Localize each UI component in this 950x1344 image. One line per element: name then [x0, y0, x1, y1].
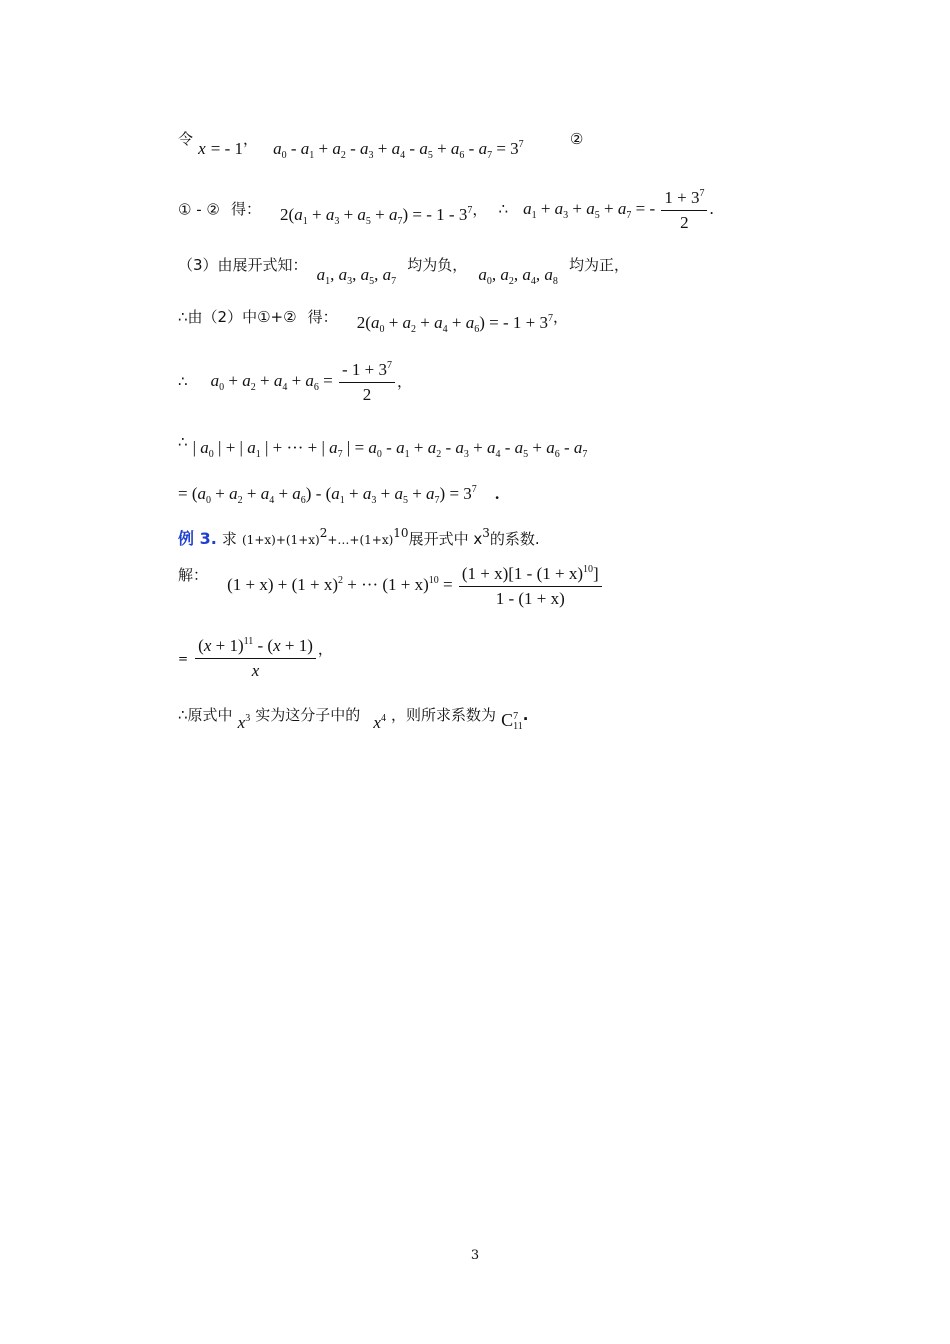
conclusion-line	[178, 704, 529, 732]
even-coeffs: $a_0$, $a_2$, $a_4$, $a_8$	[478, 265, 558, 287]
exp-10: 10	[393, 526, 409, 540]
simplified-line	[178, 636, 333, 681]
exp-2: 2	[319, 526, 328, 540]
conclusion-mid: 实为这分子中的	[255, 706, 361, 724]
negative-label: 均为负，	[407, 256, 468, 274]
sep: ，	[317, 640, 333, 659]
series-sum: $(1 + x) + (1 + x)^2$ + ··· $(1 + x)^{10}$ = $\frac{(1 + x)[1 - (1 + x)^{10}]}{1 - (1 + x)}$	[227, 575, 604, 594]
x-fourth: $x^4$	[373, 713, 386, 732]
period: .	[495, 484, 500, 503]
x-cubed: $x^3$	[237, 713, 251, 732]
part3-label: （3）由展开式知：	[178, 256, 308, 274]
therefore: ∴	[178, 433, 188, 451]
abs-sum-result: = $(a_0 + a_2 + a_4 + a_6) - (a_1 + a_3 + a_5 + a_7) = 3^7$	[178, 484, 477, 506]
expr-part1: (1+x)+(1+x)	[242, 533, 320, 547]
line-sign-analysis	[178, 254, 629, 287]
simplified-fraction: $\frac{(x + 1)^{11} - (x + 1)}{x}$	[193, 647, 318, 666]
example-3	[178, 526, 540, 549]
binomial-coefficient: C 7 11	[501, 710, 523, 732]
de-label: 得：	[230, 200, 261, 219]
exp-3: 3	[482, 526, 490, 540]
conclusion-prefix: ∴原式中	[178, 706, 233, 724]
odd-sum-result: $a_1 + a_3 + a_5 + a_7$ = - $\frac{1 + 3^7}{2}$ .	[523, 188, 714, 232]
de-label: 得：	[307, 308, 338, 326]
even-sum-equation: $2(a_0 + a_2 + a_4 + a_6)$ = - $1 + 3^7$	[356, 313, 553, 335]
sep: ，	[243, 130, 259, 148]
circle-two-marker: ②	[569, 130, 584, 148]
period: .	[522, 706, 529, 724]
equals-prefix: =	[178, 651, 189, 666]
line-even-result	[178, 360, 412, 405]
question-end: 的系数.	[489, 530, 540, 548]
therefore: ∴	[178, 372, 188, 391]
sep: ，	[472, 200, 488, 219]
line-abs-sum	[178, 432, 588, 460]
x-value: = - 1	[210, 139, 243, 158]
line-abs-result	[178, 484, 499, 504]
question-tail: 展开式中 x	[408, 530, 483, 548]
solution-line	[178, 564, 604, 609]
line-subtract	[178, 188, 714, 233]
line1-prefix: 令	[178, 130, 194, 148]
sep: ，	[552, 308, 568, 326]
line4-prefix: ∴由（2）中①+②	[178, 308, 297, 326]
abs-sum-expression: | $a_0$ | + | $a_1$ | + ··· + | $a_7$ | = $a_0 - a_1 + a_2 - a_3 + a_4 - a_5 + a_6 - a_7$	[192, 438, 588, 460]
odd-coeffs: $a_1$, $a_3$, $a_5$, $a_7$	[316, 265, 397, 287]
sep: ，	[397, 372, 413, 391]
line-substitute-x	[178, 128, 584, 161]
positive-label: 均为正，	[568, 256, 629, 274]
expr-part2: +…+(1+x)	[327, 533, 394, 547]
therefore: ∴	[498, 200, 508, 219]
even-sum-result: $a_0 + a_2 + a_4 + a_6$ = $\frac{- 1 + 3^7}{2}$	[211, 371, 397, 390]
conclusion-tail: ，则所求系数为	[391, 706, 497, 724]
page-number: 3	[470, 1248, 480, 1263]
solution-label: 解：	[178, 566, 209, 585]
odd-sum-equation: $2(a_1 + a_3 + a_5 + a_7)$ = - $1 - 3^7$	[280, 205, 473, 228]
line-add	[178, 306, 568, 335]
markers: ① - ②	[178, 200, 220, 219]
alternating-sum: $a_0 - a_1 + a_2 - a_3 + a_4 - a_5 + a_6 - a_7 = 3^7$	[273, 139, 524, 161]
x-variable: x	[198, 139, 206, 158]
question-word: 求	[221, 530, 237, 548]
example-label: 例 3.	[178, 529, 217, 548]
